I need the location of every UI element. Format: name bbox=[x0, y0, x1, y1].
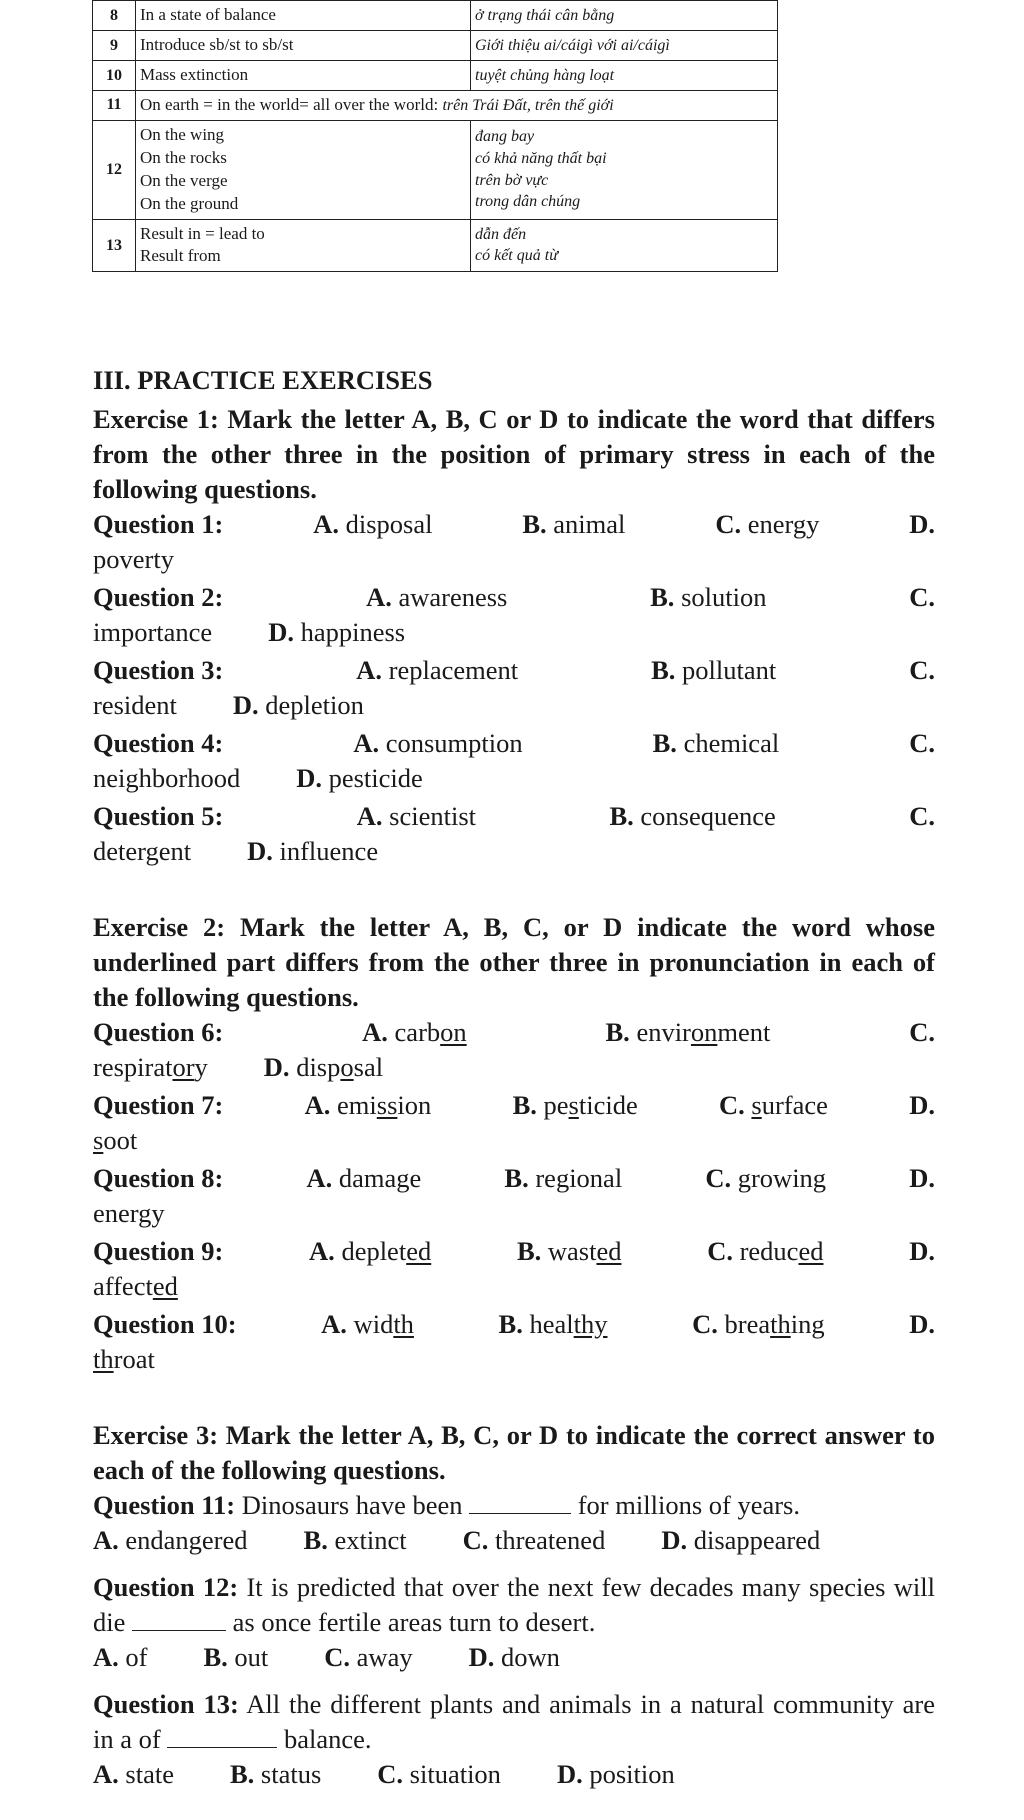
vietnamese-meaning: ở trạng thái cân bằng bbox=[471, 1, 778, 31]
option-c: C. breathing bbox=[692, 1309, 825, 1339]
underlined-part: on bbox=[440, 1017, 467, 1047]
vietnamese-meaning: có khả năng thất bại bbox=[475, 150, 607, 168]
option-letter: D. bbox=[661, 1525, 688, 1555]
vietnamese-meaning: trong dân chúng bbox=[475, 193, 581, 211]
exercise-1-questions bbox=[93, 507, 935, 869]
vietnamese-meaning-list bbox=[471, 120, 778, 219]
question bbox=[93, 1570, 935, 1675]
option-letter: B. bbox=[203, 1642, 228, 1672]
question-label: Question 11: bbox=[93, 1490, 236, 1520]
question-line bbox=[93, 1269, 935, 1304]
question bbox=[93, 726, 935, 796]
option-letter: B. bbox=[512, 1090, 537, 1120]
underlined-part: s bbox=[93, 1125, 104, 1155]
english-phrase: Result from bbox=[140, 246, 221, 266]
option-letter: D. bbox=[556, 1759, 583, 1789]
option-letter: B. bbox=[651, 655, 676, 685]
question-line bbox=[93, 1342, 935, 1377]
exercise-2-title: Exercise 2: Mark the letter A, B, C, or D indicate the word whose underlined part differs from the other three in pronunciation in each of the following questions. bbox=[93, 912, 935, 1012]
option-letter: D. bbox=[909, 1163, 935, 1193]
option-c: C. energy bbox=[715, 509, 820, 539]
option-letter: D. bbox=[909, 1236, 935, 1266]
option-letter: A. bbox=[93, 1642, 119, 1672]
underlined-part: on bbox=[690, 1017, 718, 1047]
option-d: affected bbox=[93, 1271, 178, 1301]
option-letter: A. bbox=[93, 1759, 119, 1789]
option-a: A. state bbox=[93, 1759, 174, 1789]
question bbox=[93, 1088, 935, 1158]
underlined-part: s bbox=[568, 1090, 579, 1120]
option-d: D. pesticide bbox=[296, 763, 423, 793]
option-a: A. carbon bbox=[362, 1017, 467, 1047]
underlined-part: ed bbox=[152, 1271, 178, 1301]
option-b: B. regional bbox=[504, 1163, 623, 1193]
question-line bbox=[93, 615, 935, 650]
question bbox=[93, 1161, 935, 1231]
option-c: respiratory bbox=[93, 1052, 208, 1082]
english-phrase: On the verge bbox=[140, 170, 228, 190]
option-letter: D. bbox=[296, 763, 322, 793]
option-b: B. solution bbox=[650, 582, 767, 612]
vietnamese-meaning: trên Trái Đất, trên thế giới bbox=[442, 96, 614, 114]
question bbox=[93, 1488, 935, 1558]
option-letter: A. bbox=[321, 1309, 347, 1339]
question-label: Question 4: bbox=[93, 728, 224, 758]
question-line bbox=[93, 726, 935, 761]
question bbox=[93, 580, 935, 650]
option-b: B. chemical bbox=[652, 728, 780, 758]
option-a: A. scientist bbox=[356, 801, 477, 831]
option-letter: A. bbox=[366, 582, 392, 612]
option-b: B. status bbox=[229, 1759, 322, 1789]
option-b: B. consequence bbox=[609, 801, 776, 831]
question-line bbox=[93, 799, 935, 834]
question-line bbox=[93, 1161, 935, 1196]
question-line bbox=[93, 542, 935, 577]
option-letter: C. bbox=[377, 1759, 404, 1789]
answer-blank bbox=[167, 1725, 277, 1748]
question bbox=[93, 1687, 935, 1792]
english-phrase: Mass extinction bbox=[136, 60, 471, 90]
option-letter: C. bbox=[909, 728, 935, 758]
option-letter: C. bbox=[715, 509, 742, 539]
answer-options bbox=[93, 1757, 935, 1792]
option-b: B. pesticide bbox=[512, 1090, 638, 1120]
exercise-2-questions bbox=[93, 1015, 935, 1377]
option-b: B. out bbox=[203, 1642, 269, 1672]
english-phrase-list bbox=[136, 120, 471, 219]
vietnamese-meaning: dẫn đến bbox=[475, 225, 527, 243]
option-c: resident bbox=[93, 690, 177, 720]
option-c: detergent bbox=[93, 836, 192, 866]
option-d: throat bbox=[93, 1344, 155, 1374]
question bbox=[93, 1307, 935, 1377]
table-row bbox=[93, 60, 778, 90]
exercise-3-title: Exercise 3: Mark the letter A, B, C, or D to indicate the correct answer to each of the following questions. bbox=[93, 1420, 935, 1485]
question-line bbox=[93, 507, 935, 542]
option-a: A. width bbox=[321, 1309, 414, 1339]
option-letter: A. bbox=[362, 1017, 388, 1047]
option-letter: D. bbox=[909, 1309, 935, 1339]
question-label: Question 10: bbox=[93, 1309, 237, 1339]
option-c: C. reduced bbox=[707, 1236, 824, 1266]
option-letter: C. bbox=[719, 1090, 745, 1120]
table-row bbox=[93, 219, 778, 272]
option-letter: B. bbox=[652, 728, 677, 758]
option-d: D. disposal bbox=[263, 1052, 384, 1082]
option-c: C. threatened bbox=[462, 1525, 606, 1555]
option-b: B. pollutant bbox=[651, 655, 777, 685]
answer-blank bbox=[132, 1608, 226, 1631]
option-letter: C. bbox=[692, 1309, 718, 1339]
question-line bbox=[93, 761, 935, 796]
option-letter: B. bbox=[609, 801, 634, 831]
option-letter: D. bbox=[909, 1090, 935, 1120]
option-letter: C. bbox=[909, 582, 935, 612]
option-letter: D. bbox=[909, 509, 935, 539]
option-letter: C. bbox=[909, 801, 935, 831]
english-phrase: On the rocks bbox=[140, 147, 227, 167]
option-d: D. depletion bbox=[232, 690, 364, 720]
option-letter: A. bbox=[313, 509, 339, 539]
table-row bbox=[93, 120, 778, 219]
exercise-body bbox=[93, 362, 935, 1804]
option-letter: A. bbox=[306, 1163, 333, 1193]
option-d: D. down bbox=[468, 1642, 560, 1672]
option-d: D. influence bbox=[247, 836, 379, 866]
answer-options bbox=[93, 1523, 935, 1558]
question-label: Question 7: bbox=[93, 1090, 224, 1120]
question-line bbox=[93, 1196, 935, 1231]
option-d: D. position bbox=[556, 1759, 675, 1789]
answer-options bbox=[93, 1640, 935, 1675]
option-d: D. happiness bbox=[268, 617, 406, 647]
question bbox=[93, 799, 935, 869]
vietnamese-meaning-list bbox=[471, 219, 778, 272]
question-label: Question 8: bbox=[93, 1163, 224, 1193]
question bbox=[93, 1015, 935, 1085]
vietnamese-meaning: đang bay bbox=[475, 128, 535, 146]
option-c: C. away bbox=[324, 1642, 413, 1672]
option-letter: C. bbox=[909, 655, 935, 685]
row-number: 13 bbox=[93, 219, 136, 272]
section-title: III. PRACTICE EXERCISES bbox=[93, 365, 433, 395]
vietnamese-meaning: có kết quả từ bbox=[475, 247, 558, 265]
question-label: Question 12: bbox=[93, 1572, 239, 1602]
option-letter: B. bbox=[498, 1309, 523, 1339]
row-number: 12 bbox=[93, 120, 136, 219]
option-letter: A. bbox=[353, 728, 380, 758]
option-letter: D. bbox=[232, 690, 259, 720]
option-c: C. growing bbox=[705, 1163, 827, 1193]
question bbox=[93, 1234, 935, 1304]
vietnamese-meaning: trên bờ vực bbox=[475, 171, 549, 189]
option-d: D. disappeared bbox=[661, 1525, 821, 1555]
answer-blank bbox=[469, 1491, 571, 1514]
option-b: B. extinct bbox=[303, 1525, 407, 1555]
question-label: Question 2: bbox=[93, 582, 224, 612]
question-line bbox=[93, 1234, 935, 1269]
english-phrase: In a state of balance bbox=[136, 1, 471, 31]
vietnamese-meaning: Giới thiệu ai/cáigì với ai/cáigì bbox=[471, 30, 778, 60]
question-label: Question 9: bbox=[93, 1236, 224, 1266]
underlined-part: or bbox=[172, 1052, 195, 1082]
option-d: soot bbox=[93, 1125, 138, 1155]
option-letter: B. bbox=[516, 1236, 542, 1266]
english-phrase: Result in = lead to bbox=[140, 223, 265, 243]
question-line bbox=[93, 1050, 935, 1085]
underlined-part: ed bbox=[798, 1236, 824, 1266]
option-d: poverty bbox=[93, 544, 174, 574]
question-stem: Question 11: Dinosaurs have been for millions of years. bbox=[93, 1490, 800, 1520]
option-letter: C. bbox=[705, 1163, 732, 1193]
question-stem: Question 13: All the different plants and animals in a natural community are in a of balance. bbox=[93, 1689, 935, 1754]
option-letter: A. bbox=[309, 1236, 335, 1266]
table-row bbox=[93, 1, 778, 31]
underlined-part: ed bbox=[596, 1236, 622, 1266]
question bbox=[93, 507, 935, 577]
option-b: B. wasted bbox=[516, 1236, 622, 1266]
option-c: C. surface bbox=[719, 1090, 828, 1120]
option-a: A. replacement bbox=[356, 655, 519, 685]
english-phrase: Introduce sb/st to sb/st bbox=[136, 30, 471, 60]
option-letter: B. bbox=[229, 1759, 255, 1789]
option-letter: D. bbox=[247, 836, 273, 866]
question-line bbox=[93, 1307, 935, 1342]
vietnamese-meaning: tuyệt chủng hàng loạt bbox=[471, 60, 778, 90]
row-number: 10 bbox=[93, 60, 136, 90]
option-letter: C. bbox=[909, 1017, 935, 1047]
option-letter: B. bbox=[650, 582, 675, 612]
option-b: B. environment bbox=[605, 1017, 771, 1047]
option-a: A. depleted bbox=[309, 1236, 432, 1266]
underlined-part: ss bbox=[376, 1090, 398, 1120]
question-label: Question 5: bbox=[93, 801, 224, 831]
option-letter: B. bbox=[522, 509, 547, 539]
option-letter: A. bbox=[356, 655, 383, 685]
underlined-part: ed bbox=[406, 1236, 432, 1266]
english-phrase: On earth = in the world= all over the world: bbox=[140, 94, 439, 114]
english-phrase-list bbox=[136, 219, 471, 272]
exercise-3-questions bbox=[93, 1488, 935, 1792]
question-label: Question 1: bbox=[93, 509, 224, 539]
option-a: A. consumption bbox=[353, 728, 523, 758]
option-letter: B. bbox=[605, 1017, 630, 1047]
option-letter: C. bbox=[707, 1236, 733, 1266]
question-line bbox=[93, 1123, 935, 1158]
option-d: energy bbox=[93, 1198, 165, 1228]
underlined-part: thy bbox=[573, 1309, 608, 1339]
option-c: neighborhood bbox=[93, 763, 241, 793]
underlined-part: th bbox=[770, 1309, 791, 1339]
underlined-part: th bbox=[393, 1309, 414, 1339]
option-a: A. emission bbox=[304, 1090, 432, 1120]
question-line bbox=[93, 834, 935, 869]
english-phrase: On the wing bbox=[140, 124, 225, 144]
row-number: 11 bbox=[93, 90, 136, 120]
question-stem: Question 12: It is predicted that over the next few decades many species will die as once fertile areas turn to desert. bbox=[93, 1572, 935, 1637]
underlined-part: s bbox=[751, 1090, 762, 1120]
option-letter: B. bbox=[303, 1525, 328, 1555]
row-number: 9 bbox=[93, 30, 136, 60]
option-letter: C. bbox=[324, 1642, 351, 1672]
vocabulary-table bbox=[92, 0, 778, 272]
question-label: Question 6: bbox=[93, 1017, 224, 1047]
question-line bbox=[93, 653, 935, 688]
row-number: 8 bbox=[93, 1, 136, 31]
option-b: B. healthy bbox=[498, 1309, 608, 1339]
option-letter: A. bbox=[304, 1090, 331, 1120]
option-a: A. of bbox=[93, 1642, 148, 1672]
table-row bbox=[93, 30, 778, 60]
option-a: A. awareness bbox=[366, 582, 508, 612]
question-label: Question 3: bbox=[93, 655, 224, 685]
question-line bbox=[93, 688, 935, 723]
option-letter: D. bbox=[268, 617, 294, 647]
exercise-1-title: Exercise 1: Mark the letter A, B, C or D to indicate the word that differs from the other three in the position of primary stress in each of the following questions. bbox=[93, 404, 935, 504]
option-a: A. endangered bbox=[93, 1525, 248, 1555]
underlined-part: o bbox=[340, 1052, 354, 1082]
english-phrase: On the ground bbox=[140, 193, 239, 213]
table-row bbox=[93, 90, 778, 120]
question-line bbox=[93, 1088, 935, 1123]
option-a: A. disposal bbox=[313, 509, 433, 539]
option-c: importance bbox=[93, 617, 213, 647]
option-letter: D. bbox=[468, 1642, 495, 1672]
option-letter: A. bbox=[356, 801, 383, 831]
question bbox=[93, 653, 935, 723]
question-label: Question 13: bbox=[93, 1689, 239, 1719]
option-letter: A. bbox=[93, 1525, 119, 1555]
option-b: B. animal bbox=[522, 509, 626, 539]
option-letter: D. bbox=[263, 1052, 290, 1082]
question-line bbox=[93, 580, 935, 615]
question-line bbox=[93, 1015, 935, 1050]
option-a: A. damage bbox=[306, 1163, 422, 1193]
option-letter: C. bbox=[462, 1525, 489, 1555]
option-c: C. situation bbox=[377, 1759, 501, 1789]
underlined-part: th bbox=[93, 1344, 114, 1374]
merged-phrase-cell bbox=[136, 90, 778, 120]
option-letter: B. bbox=[504, 1163, 529, 1193]
